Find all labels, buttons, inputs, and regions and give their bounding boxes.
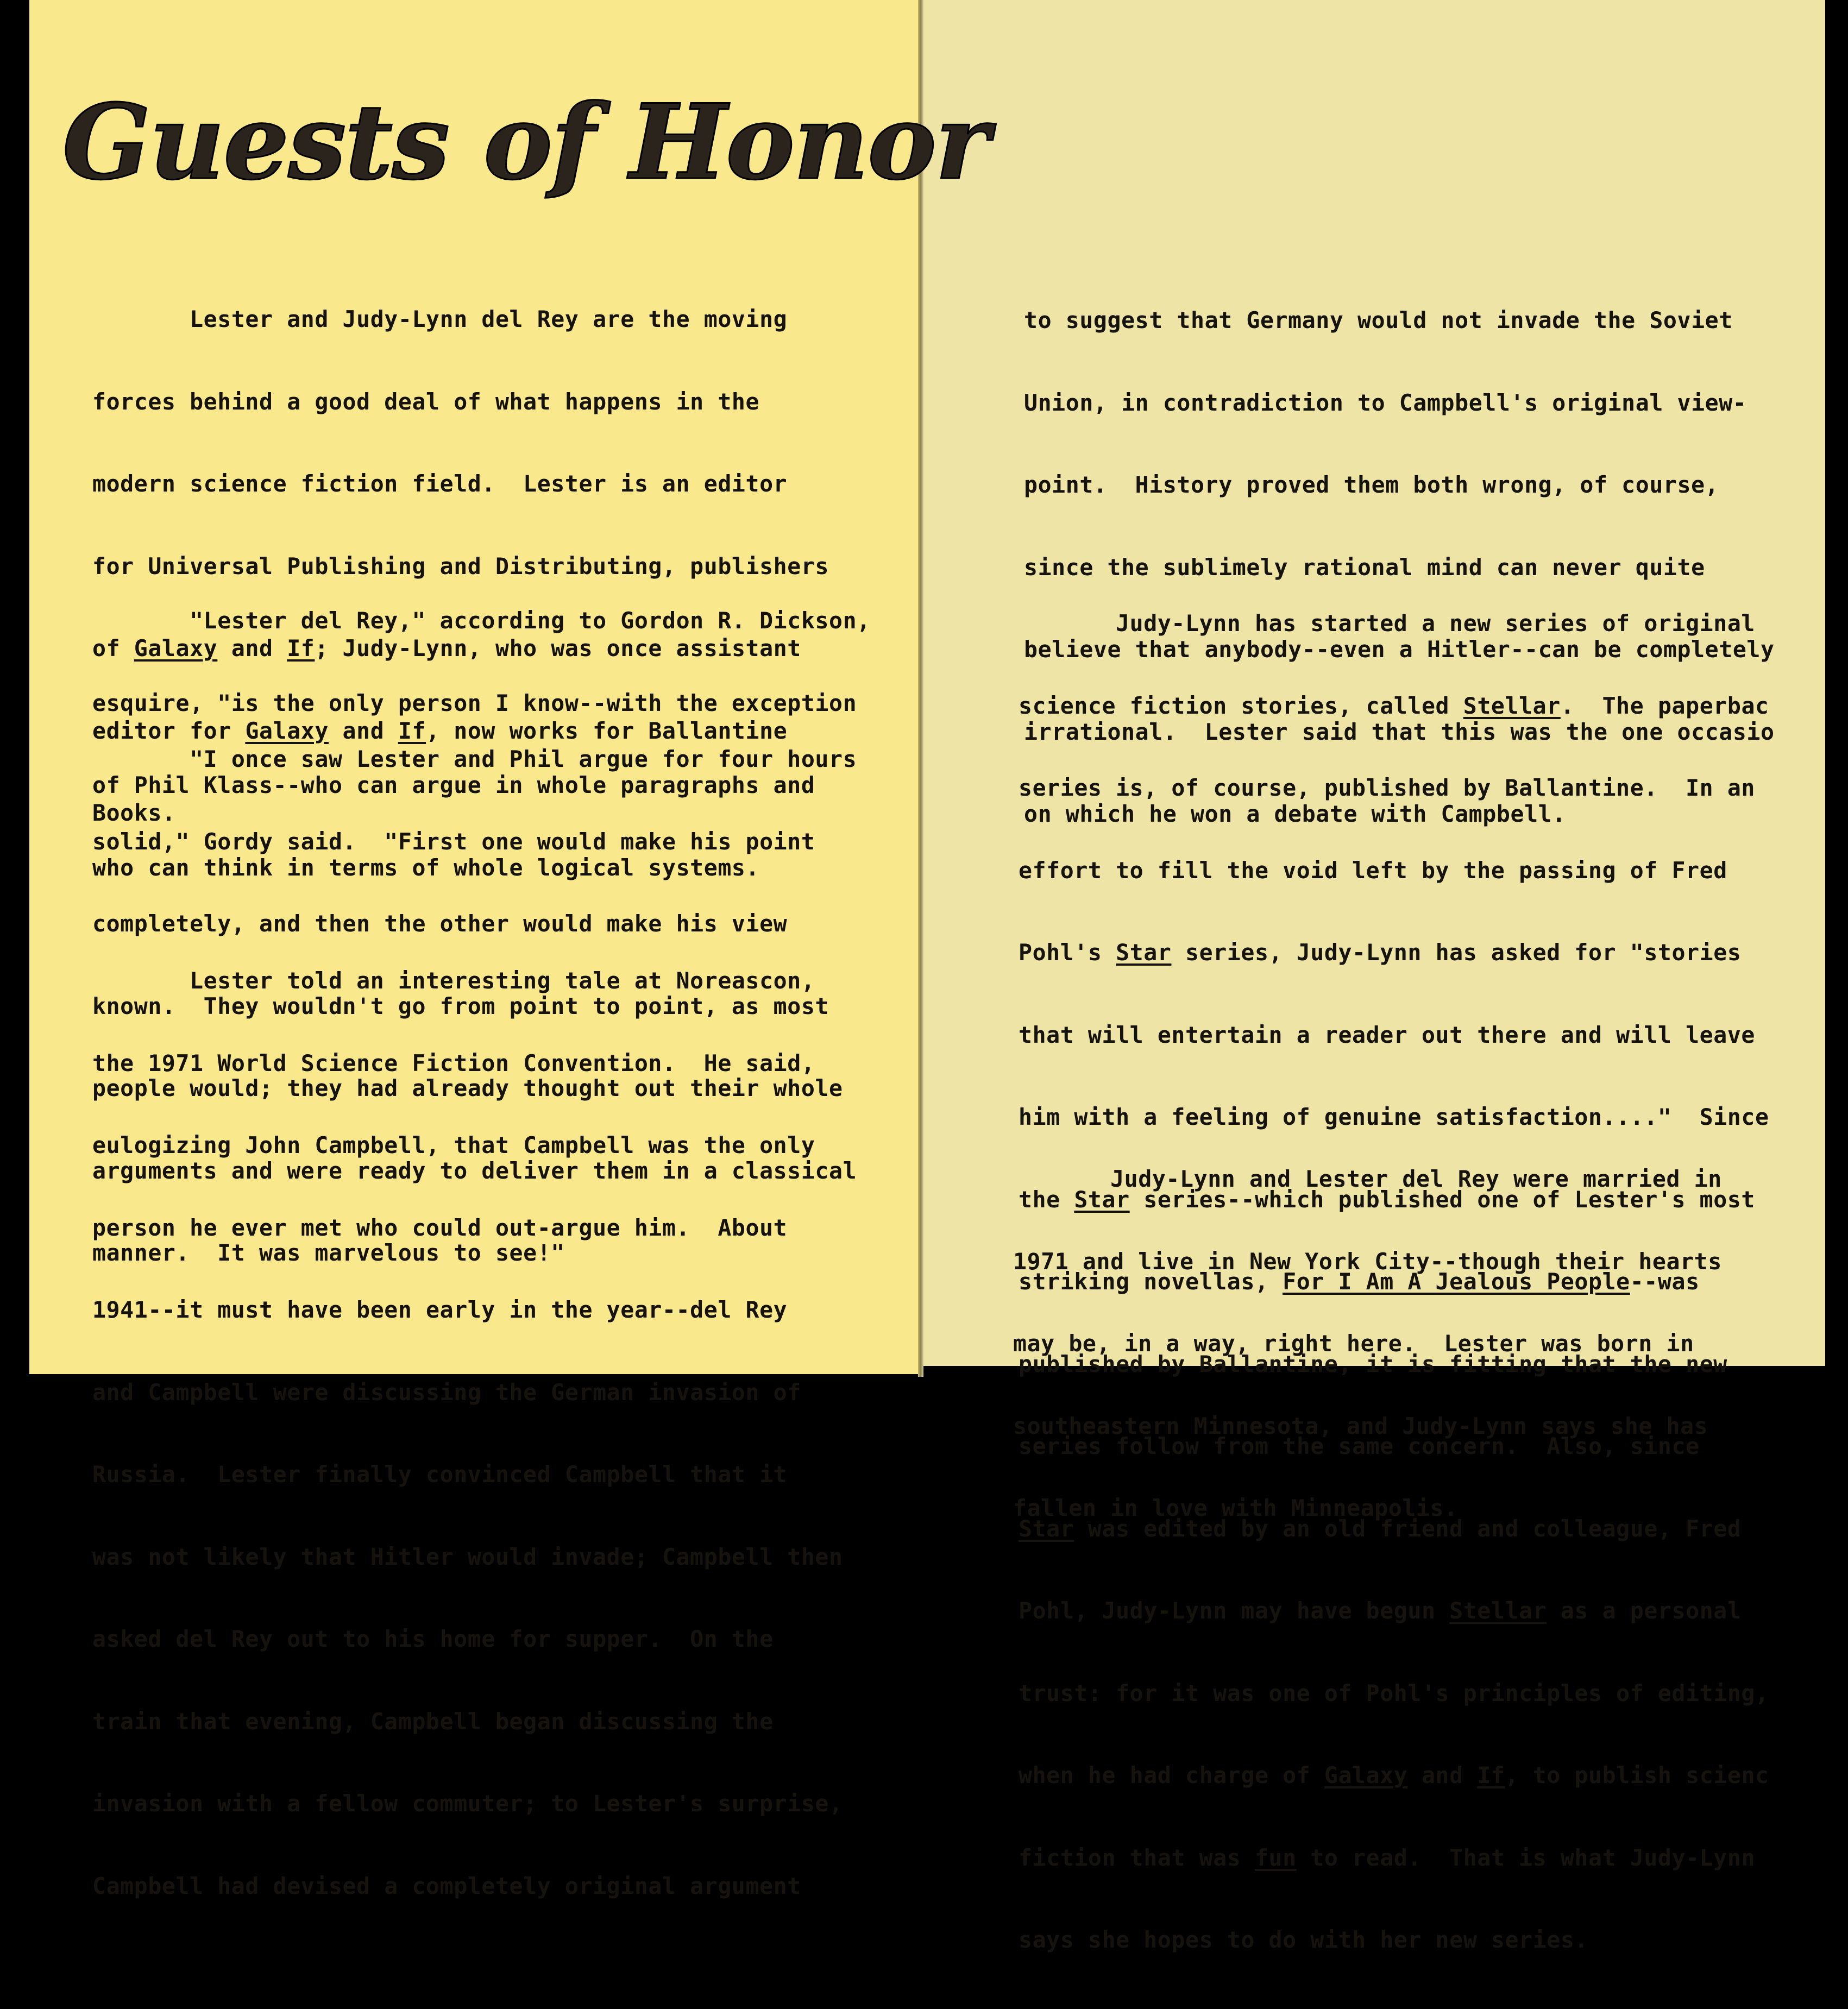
- text-line: southeastern Minnesota, and Judy-Lynn says she has: [1013, 1412, 1708, 1439]
- text-line: was not likely that Hitler would invade; Campbell then: [92, 1543, 843, 1570]
- text-line: arguments and were ready to deliver them in a classical: [92, 1157, 857, 1184]
- text-line: fallen in love with Minneapolis.: [1013, 1495, 1458, 1521]
- text-line: solid," Gordy said. "First one would make his point: [92, 828, 815, 855]
- text-line: esquire, "is the only person I know--with the exception: [92, 689, 857, 716]
- text-line: forces behind a good deal of what happens in the: [92, 388, 760, 415]
- text-line: 1971 and live in New York City--though their hearts: [1013, 1248, 1722, 1275]
- series-title-stellar: Stellar: [1449, 1597, 1547, 1624]
- text-line: known. They wouldn't go from point to point, as most: [92, 992, 829, 1019]
- text-line: eulogizing John Campbell, that Campbell was the only: [92, 1132, 815, 1158]
- text-line: of Phil Klass--who can argue in whole paragraphs and: [92, 772, 815, 798]
- series-title-stellar: Stellar: [1463, 692, 1561, 719]
- text-line: "I once saw Lester and Phil argue for four hours: [92, 746, 857, 772]
- text-line: Pohl, Judy-Lynn may have begun Stellar as a personal: [1019, 1597, 1742, 1624]
- text-line: irrational. Lester said that this was the one occasio: [1024, 718, 1775, 745]
- text-line: believe that anybody--even a Hitler--can be completely: [1024, 636, 1775, 663]
- text-line: when he had charge of Galaxy and If, to publish scienc: [1019, 1762, 1769, 1788]
- magazine-title-galaxy: Galaxy: [245, 717, 329, 744]
- text-line: Books.: [92, 799, 176, 826]
- text-line: Pohl's Star series, Judy-Lynn has asked for "stories: [1019, 939, 1742, 966]
- series-title-star: Star: [1019, 1515, 1074, 1542]
- magazine-title-galaxy: Galaxy: [134, 635, 218, 662]
- text-line: and Campbell were discussing the German invasion of: [92, 1378, 801, 1406]
- text-line: who can think in terms of whole logical systems.: [92, 854, 760, 881]
- text-line: Lester and Judy-Lynn del Rey are the moving: [92, 306, 788, 332]
- page-gutter: [918, 0, 923, 1377]
- text-line: Union, in contradiction to Campbell's original view-: [1024, 389, 1747, 416]
- series-title-star: Star: [1074, 1186, 1130, 1213]
- text-line: him with a feeling of genuine satisfaction...." Since: [1019, 1104, 1769, 1130]
- text-line: Star was edited by an old friend and colleague, Fred: [1019, 1515, 1742, 1542]
- text-line: asked del Rey out to his home for supper. On the: [92, 1626, 774, 1652]
- text-line: manner. It was marvelous to see!": [92, 1239, 565, 1266]
- text-line: of Galaxy and If; Judy-Lynn, who was once assistant: [92, 635, 801, 662]
- text-line: 1941--it must have been early in the year--del Rey: [92, 1296, 788, 1323]
- text-line: since the sublimely rational mind can never quite: [1024, 553, 1705, 581]
- magazine-title-if: If: [1477, 1762, 1505, 1788]
- text-line: person he ever met who could out-argue him. About: [92, 1214, 788, 1241]
- series-title-star: Star: [1116, 939, 1172, 966]
- text-line: point. History proved them both wrong, of course,: [1024, 471, 1719, 498]
- text-line: the Star series--which published one of Lester's most: [1019, 1186, 1756, 1213]
- text-line: to suggest that Germany would not invade the Soviet: [1024, 307, 1733, 333]
- magazine-title-if: If: [287, 635, 315, 662]
- text-line: Lester told an interesting tale at Noreascon,: [92, 967, 815, 994]
- text-line: Russia. Lester finally convinced Campbell that it: [92, 1461, 788, 1488]
- text-line: on which he won a debate with Campbell.: [1024, 801, 1566, 827]
- text-line: says she hopes to do with her new series.: [1019, 1926, 1588, 1953]
- text-line: Judy-Lynn has started a new series of original: [1019, 610, 1756, 637]
- text-line: the 1971 World Science Fiction Convention. He said,: [92, 1049, 815, 1076]
- text-line: effort to fill the void left by the passing of Fred: [1019, 856, 1727, 884]
- novella-title: For I Am A Jealous People: [1283, 1268, 1630, 1295]
- text-line: series is, of course, published by Ballantine. In an: [1019, 774, 1756, 801]
- text-line: fiction that was fun to read. That is what Judy-Lynn: [1019, 1844, 1756, 1871]
- text-line: science fiction stories, called Stellar. The paperbac: [1019, 692, 1769, 719]
- text-line: striking novellas, For I Am A Jealous People--was: [1019, 1268, 1700, 1295]
- emphasis-fun: fun: [1254, 1844, 1297, 1871]
- text-line: "Lester del Rey," according to Gordon R. Dickson,: [92, 607, 871, 634]
- right-paragraph-3: [1013, 1111, 1722, 1577]
- text-line: trust: for it was one of Pohl's principles of editing,: [1019, 1679, 1769, 1706]
- text-line: for Universal Publishing and Distributing, publishers: [92, 552, 829, 580]
- text-line: completely, and then the other would make his view: [92, 910, 788, 937]
- text-line: published by Ballantine, it is fitting that the new: [1019, 1350, 1727, 1377]
- text-line: may be, in a way, right here. Lester was born in: [1013, 1330, 1694, 1357]
- text-line: Campbell had devised a completely original argument: [92, 1872, 801, 1899]
- text-line: invasion with a fellow commuter; to Lester's surprise,: [92, 1790, 843, 1817]
- text-line: Judy-Lynn and Lester del Rey were married in: [1013, 1166, 1722, 1192]
- magazine-title-galaxy: Galaxy: [1324, 1762, 1408, 1788]
- text-line: people would; they had already thought out their whole: [92, 1075, 843, 1101]
- text-line: that will entertain a reader out there and will leave: [1019, 1021, 1756, 1048]
- page-title: Guests of Honor: [62, 81, 989, 203]
- text-line: editor for Galaxy and If, now works for Ballantine: [92, 717, 788, 744]
- text-line: series follow from the same concern. Also, since: [1019, 1433, 1700, 1459]
- left-paragraph-4: [92, 912, 843, 1955]
- magazine-title-if: If: [398, 717, 426, 744]
- text-line: modern science fiction field. Lester is an editor: [92, 470, 788, 497]
- text-line: train that evening, Campbell began discussing the: [92, 1708, 774, 1735]
